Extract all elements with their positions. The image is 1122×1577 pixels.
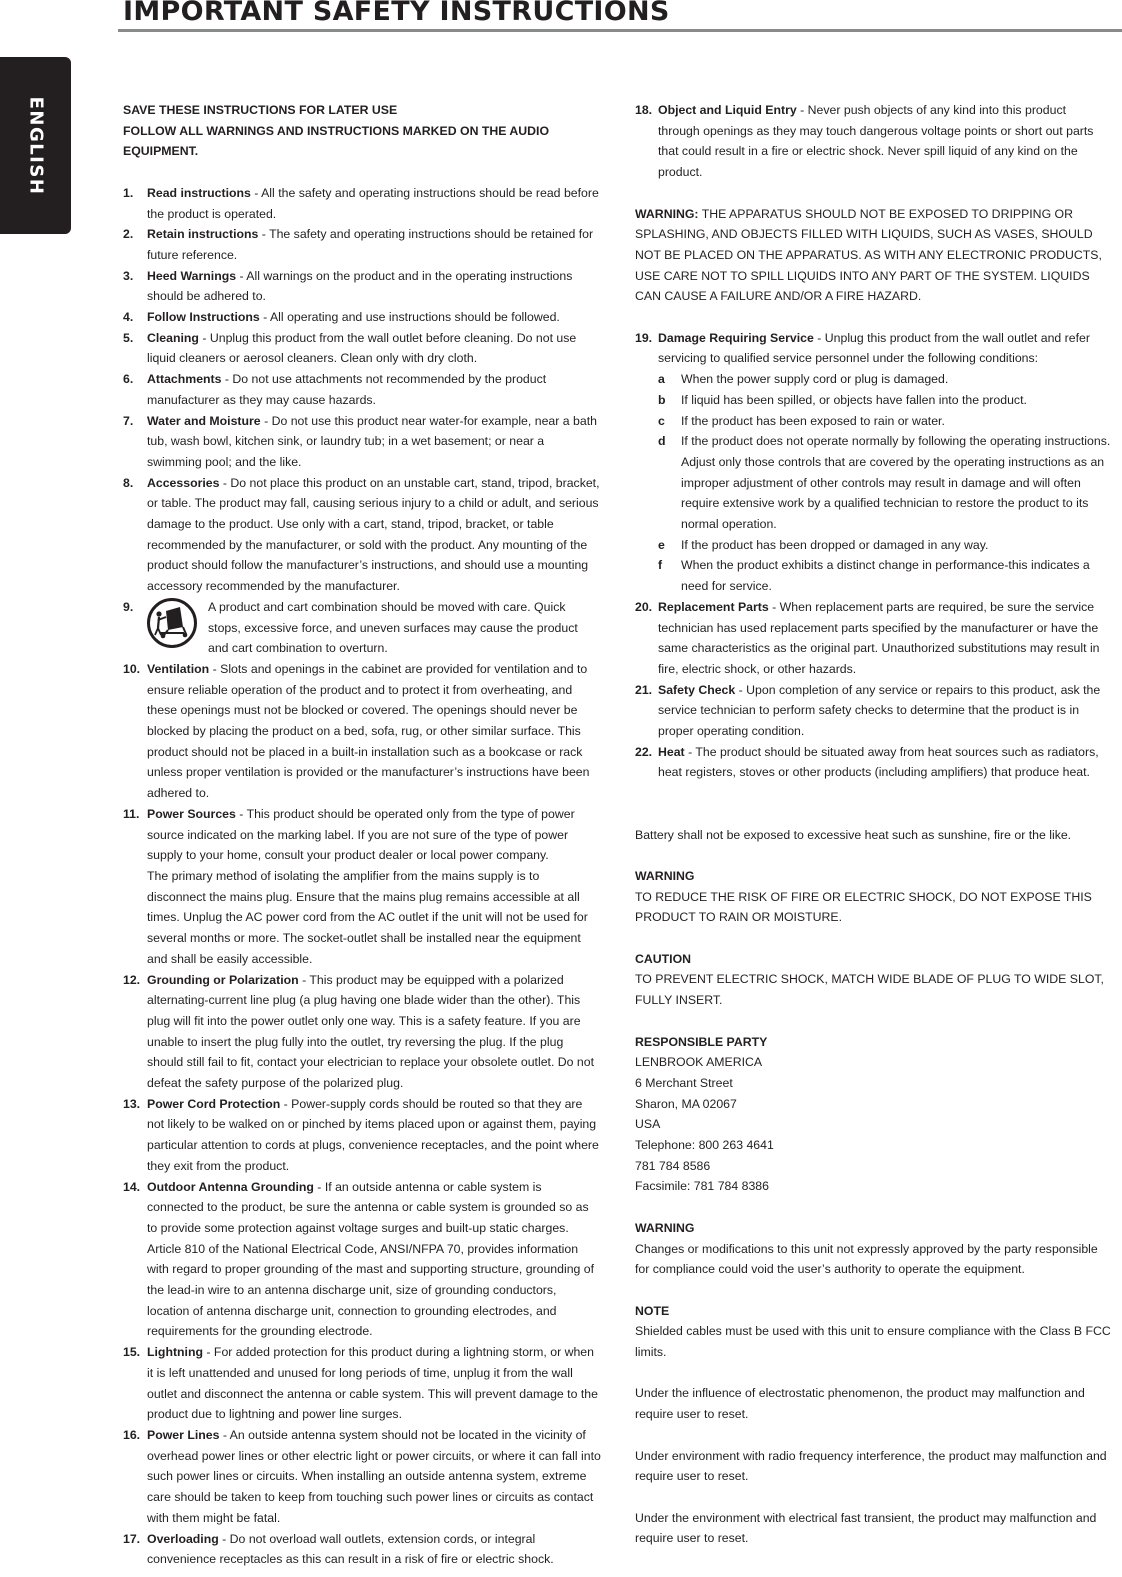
sub-item-letter: e (658, 537, 665, 552)
item-term: Overloading (147, 1531, 219, 1546)
instruction-item (123, 1529, 601, 1570)
liquid-warning (635, 204, 1111, 308)
intro-block (123, 100, 601, 162)
item-number: 19. (635, 330, 653, 345)
caution-heading: CAUTION (635, 951, 692, 966)
item-text: - When replacement parts are required, be sure the service technician has used replacement parts specified by the manufacturer or have the same characteristics as the original part. Unauthorized substitutions may result in fire, electric shock, or other hazards. (658, 599, 1100, 676)
sub-item (635, 431, 1111, 535)
item-term: Water and Moisture (147, 413, 261, 428)
item-number: 1. (123, 185, 134, 200)
item-number: 13. (123, 1096, 141, 1111)
item-term: Attachments (147, 372, 222, 387)
item-term: Retain instructions (147, 227, 259, 242)
warning-text: TO REDUCE THE RISK OF FIRE OR ELECTRIC SHOCK, DO NOT EXPOSE THIS PRODUCT TO RAIN OR MOISTURE. (635, 889, 1092, 925)
instruction-item (123, 659, 601, 804)
responsible-party-line: USA (635, 1117, 661, 1132)
instruction-item (123, 183, 601, 224)
note-paragraph: Shielded cables must be used with this unit to ensure compliance with the Class B FCC limits. (635, 1324, 1111, 1360)
item-text: - The safety and operating instructions should be retained for future reference. (147, 227, 594, 262)
item-term: Replacement Parts (658, 599, 769, 614)
responsible-party-line: Facsimile: 781 784 8386 (635, 1179, 769, 1194)
page-title: IMPORTANT SAFETY INSTRUCTIONS (123, 0, 670, 27)
item-text: - Do not overload wall outlets, extension cords, or integral convenience receptacles as this can result in a risk of fire or electric shock. (147, 1531, 554, 1567)
instruction-item (123, 970, 601, 1094)
item-number: 7. (123, 413, 134, 428)
sub-item-text: If the product has been exposed to rain or water. (681, 413, 945, 428)
note-paragraph: Under environment with radio frequency interference, the product may malfunction and require user to reset. (635, 1448, 1107, 1484)
item-term: Power Lines (147, 1427, 220, 1442)
item-text: - For added protection for this product during a lightning storm, or when it is left unattended and unused for long periods of time, unplug it from the wall outlet and disconnect the antenna or cable system. This will prevent damage to the product due to lightning and power line surges. (147, 1345, 598, 1422)
item-text: - All warnings on the product and in the operating instructions should be adhered to. (147, 268, 573, 304)
item-text: - The product should be situated away from heat sources such as radiators, heat registers, stoves or other products (including amplifiers) that produce heat. (658, 744, 1099, 780)
instruction-item (123, 1425, 601, 1529)
sub-item-letter: b (658, 392, 666, 407)
responsible-party-line: Sharon, MA 02067 (635, 1096, 737, 1111)
instruction-item (635, 597, 1111, 680)
instruction-item (635, 100, 1111, 183)
instruction-item (635, 680, 1111, 742)
item-number: 12. (123, 972, 141, 987)
cart-tipover-warning-icon (146, 597, 198, 649)
item-text: - Unplug this product from the wall outlet and refer servicing to qualified service personnel under the following conditions: (658, 330, 1090, 366)
sub-item-letter: f (658, 558, 663, 573)
item-term: Accessories (147, 475, 220, 490)
intro-line-1: SAVE THESE INSTRUCTIONS FOR LATER USE (123, 103, 398, 117)
item-number: 20. (635, 599, 653, 614)
instruction-item (123, 224, 601, 265)
item-number: 17. (123, 1531, 141, 1546)
sub-item-letter: d (658, 434, 666, 449)
item-term: Ventilation (147, 661, 210, 676)
item-text: - Unplug this product from the wall outlet before cleaning. Do not use liquid cleaners or aerosol cleaners. Clean only with dry cloth. (147, 330, 577, 366)
item-text: - If an outside antenna or cable system is connected to the product, be sure the antenna or cable system is grounded so as to provide some protection against voltage surges and built-up static charges. Article 810 of the National Electrical Code, ANSI/NFPA 70, provides information with regard to proper grounding of the mast and supporting structure, grounding of the lead-in wire to an antenna discharge unit, size of grounding conductors, location of antenna discharge unit, connection to grounding electrodes, and requirements for the grounding electrode. (147, 1179, 595, 1339)
note-paragraph: Under the influence of electrostatic phenomenon, the product may malfunction and require user to reset. (635, 1386, 1085, 1422)
responsible-party-line: Telephone: 800 263 4641 (635, 1138, 774, 1153)
item-term: Heed Warnings (147, 268, 237, 283)
sub-item (635, 555, 1111, 596)
item-term: Outdoor Antenna Grounding (147, 1179, 314, 1194)
item-term: Follow Instructions (147, 310, 260, 325)
sub-item-letter: c (658, 413, 665, 428)
item-text: A product and cart combination should be moved with care. Quick stops, excessive force, and uneven surfaces may cause the product and cart combination to overturn. (208, 599, 578, 656)
sub-item-text: When the power supply cord or plug is damaged. (681, 372, 949, 387)
sub-item (635, 535, 1111, 556)
item-text: - All the safety and operating instructions should be read before the product is operated. (147, 185, 599, 221)
language-tab (0, 57, 71, 234)
item-term: Power Cord Protection (147, 1096, 281, 1111)
left-column (123, 100, 601, 1570)
sub-item (635, 369, 1111, 390)
instruction-item-cart (123, 597, 601, 659)
item-number: 9. (123, 599, 134, 614)
item-text: - Power-supply cords should be routed so that they are not likely to be walked on or pinched by items placed upon or against them, paying particular attention to cords at plugs, convenience receptacles, and the point where they exit from the product. (147, 1096, 599, 1173)
language-tab-label: ENGLISH (25, 96, 46, 195)
instruction-item (123, 473, 601, 597)
instruction-item (123, 328, 601, 369)
item-number: 14. (123, 1179, 141, 1194)
item-text: - Upon completion of any service or repairs to this product, ask the service technician to perform safety checks to determine that the product is in proper operating condition. (658, 682, 1101, 739)
note-heading: NOTE (635, 1303, 670, 1318)
item-term: Safety Check (658, 682, 736, 697)
instruction-item (123, 804, 601, 970)
intro-line-2: FOLLOW ALL WARNINGS AND INSTRUCTIONS MARKED ON THE AUDIO EQUIPMENT. (123, 123, 550, 159)
item-term: Object and Liquid Entry (658, 103, 797, 117)
item-text: - All operating and use instructions should be followed. (259, 310, 560, 325)
item-text: - Do not use this product near water-for example, near a bath tub, wash bowl, kitchen sink, or laundry tub; in a wet basement; or near a swimming pool; and the like. (147, 413, 597, 469)
item-text: - Do not place this product on an unstable cart, stand, tripod, bracket, or table. The product may fall, causing serious injury to a child or adult, and serious damage to the product. Use only with a cart, stand, tripod, bracket, or table recommended by the manufacturer, or sold with the product. Any mounting of the product should follow the manufacturer’s instructions, and should use a mounting accessory recommended by the manufacturer. (147, 475, 600, 594)
responsible-party-line: 6 Merchant Street (635, 1075, 733, 1090)
warning-text: Changes or modifications to this unit not expressly approved by the party responsible for compliance could void the user’s authority to operate the equipment. (635, 1241, 1098, 1277)
item-text: - Do not use attachments not recommended by the product manufacturer as they may cause hazards. (147, 372, 547, 407)
instruction-item (123, 266, 601, 307)
warning-heading: WARNING (635, 868, 695, 883)
instruction-item (123, 411, 601, 473)
item-text: - Slots and openings in the cabinet are provided for ventilation and to ensure reliable operation of the product and to protect it from overheating, and these openings must not be blocked or covered. The openings should never be blocked by placing the product on a bed, sofa, rug, or other similar surface. This product should not be placed in a built-in installation such as a bookcase or rack unless proper ventilation is provided or the manufacturer’s instructions have been adhered to. (147, 661, 590, 801)
item-number: 3. (123, 268, 134, 283)
item-number: 2. (123, 227, 134, 242)
item-text-continued: The primary method of isolating the amplifier from the mains supply is to disconnect the mains plug. Ensure that the mains plug remains accessible at all times. Unplug the AC power cord from the AC outlet if the unit will not be used for several months or more. The socket-outlet shall be installed near the equipment and shall be easily accessible. (147, 869, 588, 966)
responsible-party-heading: RESPONSIBLE PARTY (635, 1034, 768, 1049)
instruction-item (635, 742, 1111, 783)
liquid-warning-text: THE APPARATUS SHOULD NOT BE EXPOSED TO DRIPPING OR SPLASHING, AND OBJECTS FILLED WITH LIQUIDS, SUCH AS VASES, SHOULD NOT BE PLACED ON THE APPARATUS. AS WITH ANY ELECTRONIC PRODUCTS, USE CARE NOT TO SPILL LIQUIDS INTO ANY PART OF THE SYSTEM. LIQUIDS CAN CAUSE A FAILURE AND/OR A FIRE HAZARD. (635, 206, 1102, 304)
item-number: 16. (123, 1427, 141, 1442)
item-number: 21. (635, 682, 653, 697)
right-column (635, 100, 1111, 1549)
sub-item (635, 411, 1111, 432)
item-number: 18. (635, 103, 653, 117)
title-rule (118, 29, 1122, 32)
item-term: Lightning (147, 1345, 203, 1360)
item-number: 22. (635, 744, 653, 759)
sub-item-letter: a (658, 372, 665, 387)
item-text: - This product may be equipped with a polarized alternating-current line plug (a plug having one blade wider than the other). This plug will fit into the power outlet only one way. This is a safety feature. If you are unable to insert the plug fully into the outlet, try reversing the plug. If the plug should still fail to fit, contact your electrician to replace your obsolete outlet. Do not defeat the safety purpose of the polarized plug. (147, 972, 595, 1091)
instruction-item (123, 1342, 601, 1425)
item-text: - This product should be operated only from the type of power source indicated on the marking label. If you are not sure of the type of power supply to your home, consult your product dealer or local power company. (147, 806, 575, 863)
sub-item-text: If the product has been dropped or damaged in any way. (681, 537, 989, 552)
responsible-party-line: 781 784 8586 (635, 1158, 711, 1173)
item-number: 11. (123, 806, 140, 821)
item-number: 4. (123, 310, 134, 325)
liquid-warning-label: WARNING: (635, 206, 699, 221)
instruction-item (123, 369, 601, 410)
item-number: 6. (123, 372, 134, 387)
responsible-party-line: LENBROOK AMERICA (635, 1055, 763, 1070)
warning-heading: WARNING (635, 1220, 695, 1235)
item-text: - Never push objects of any kind into this product through openings as they may touch dangerous voltage points or short out parts that could result in a fire or electric shock. Never spill liquid of any kind on the product. (658, 103, 1094, 180)
sub-item-text: If the product does not operate normally by following the operating instructions. Adjust only those controls that are covered by the operating instructions as an improper adjustment of other controls may result in damage and will often require extensive work by a qualified technician to restore the product to its normal operation. (681, 434, 1111, 532)
item-number: 5. (123, 330, 134, 345)
item-term: Read instructions (147, 185, 251, 200)
item-term: Heat (658, 744, 685, 759)
item-number: 10. (123, 661, 141, 676)
instruction-item (635, 328, 1111, 369)
sub-item-text: When the product exhibits a distinct change in performance-this indicates a need for service. (681, 558, 1090, 594)
item-number: 8. (123, 475, 134, 490)
item-term: Grounding or Polarization (147, 972, 299, 987)
item-number: 15. (123, 1345, 141, 1360)
instruction-item (123, 307, 601, 328)
battery-note: Battery shall not be exposed to excessive heat such as sunshine, fire or the like. (635, 827, 1072, 842)
item-term: Damage Requiring Service (658, 330, 814, 345)
instruction-item (123, 1094, 601, 1177)
instruction-item (123, 1177, 601, 1343)
note-paragraph: Under the environment with electrical fast transient, the product may malfunction and require user to reset. (635, 1510, 1097, 1546)
caution-text: TO PREVENT ELECTRIC SHOCK, MATCH WIDE BLADE OF PLUG TO WIDE SLOT, FULLY INSERT. (635, 972, 1104, 1008)
item-text: - An outside antenna system should not be located in the vicinity of overhead power lines or other electric light or power circuits, or where it can fall into such power lines or circuits. When installing an outside antenna system, extreme care should be taken to keep from touching such power lines or circuits as contact with them might be fatal. (147, 1427, 601, 1525)
item-term: Cleaning (147, 330, 199, 345)
item-term: Power Sources (147, 806, 236, 821)
sub-item-text: If liquid has been spilled, or objects have fallen into the product. (681, 392, 1027, 407)
sub-item (635, 390, 1111, 411)
